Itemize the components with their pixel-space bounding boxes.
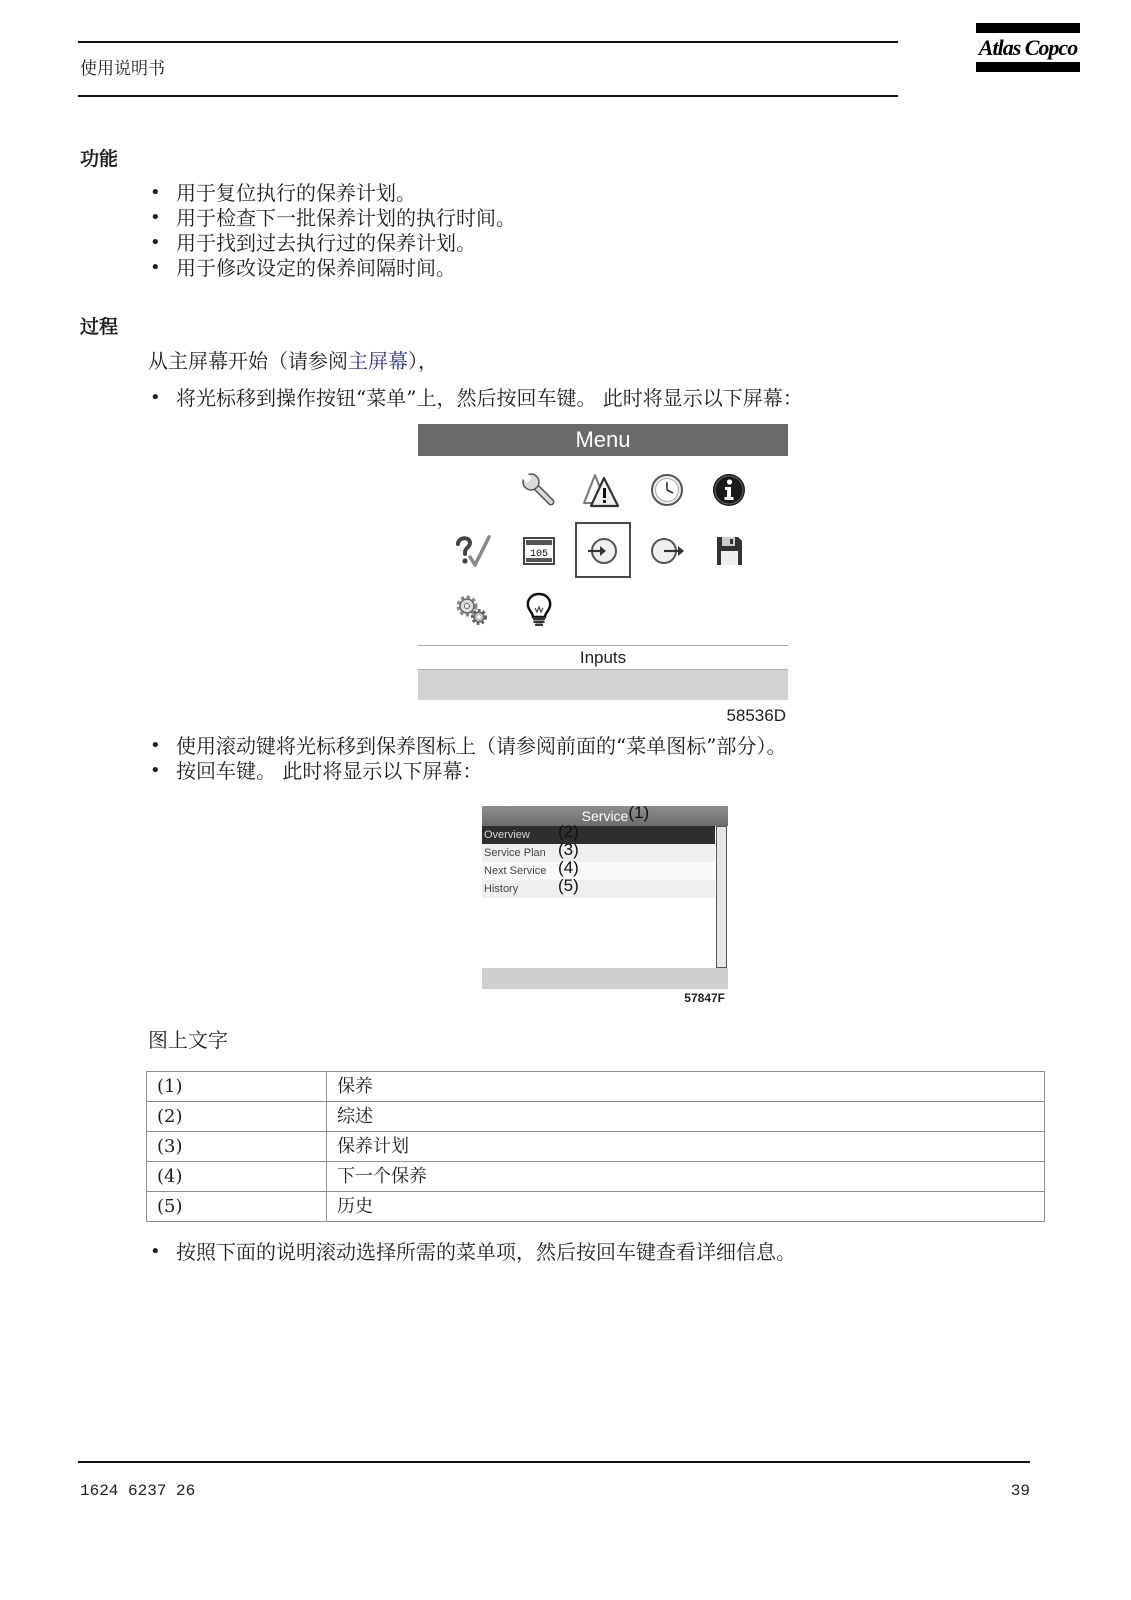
procedure-step-3: • 按回车键。 此时将显示以下屏幕：: [148, 759, 482, 783]
list-item: • 用于修改设定的保养间隔时间。: [148, 256, 456, 280]
menu-selection-box: [575, 522, 631, 578]
header-bottom-rule: [78, 95, 898, 97]
help-check-icon: [452, 531, 492, 571]
logo-top-bar: [976, 23, 1080, 33]
legend-heading: 图上文字: [148, 1028, 228, 1052]
service-item-history: History: [482, 880, 715, 898]
atlas-copco-logo: [976, 23, 1080, 73]
counter-icon: [519, 531, 559, 571]
main-screen-link[interactable]: 主屏幕: [348, 349, 408, 373]
service-title-text: Service: [581, 808, 629, 824]
header-top-rule: [78, 41, 898, 43]
legend-ref: (5): [147, 1192, 327, 1222]
logo-bottom-bar: [976, 62, 1080, 72]
service-title-bar: [482, 803, 728, 826]
list-item: • 用于检查下一批保养计划的执行时间。: [148, 206, 516, 230]
legend-text: 保养: [327, 1072, 1045, 1102]
callout-4: (4): [558, 858, 579, 877]
table-row: [147, 1132, 1045, 1162]
intro-text-after: ），: [408, 349, 438, 373]
legend-table: [146, 1071, 1045, 1222]
legend-ref: (3): [147, 1132, 327, 1162]
procedure-step-2: • 使用滚动键将光标移到保养图标上（请参阅前面的“菜单图标”部分）。: [148, 734, 786, 758]
procedure-step-4: • 按照下面的说明滚动选择所需的菜单项，然后按回车键查看详细信息。: [148, 1240, 796, 1264]
outputs-icon: [647, 531, 687, 571]
service-item-overview: Overview: [482, 826, 715, 844]
legend-text: 下一个保养: [327, 1162, 1045, 1192]
list-item: • 用于复位执行的保养计划。: [148, 181, 416, 205]
service-scrollbar: [716, 826, 727, 968]
service-item-next-service: Next Service: [482, 862, 715, 880]
intro-text-before: 从主屏幕开始（请参阅: [148, 349, 348, 373]
document-number: 1624 6237 26: [80, 1482, 196, 1500]
service-menu-list: [482, 826, 715, 968]
wrench-icon: [519, 470, 559, 510]
callout-1: (1): [628, 803, 650, 822]
callout-2: (2): [558, 822, 579, 841]
table-row: [147, 1162, 1045, 1192]
menu-title: Menu: [575, 427, 631, 452]
section-heading-function: 功能: [80, 148, 119, 170]
logo-wordmark: Atlas Copco: [978, 35, 1078, 60]
footer-rule: [78, 1461, 1030, 1463]
menu-bottom-bar: [418, 669, 788, 700]
table-row: [147, 1102, 1045, 1132]
lightbulb-icon: [519, 590, 559, 630]
service-screen-figure: [482, 803, 728, 1006]
menu-title-bar: [418, 424, 788, 456]
list-item: • 用于找到过去执行过的保养计划。: [148, 231, 476, 255]
procedure-step-1: • 将光标移到操作按钮“菜单”上，然后按回车键。 此时将显示以下屏幕：: [148, 386, 803, 410]
menu-status-label: Inputs: [579, 648, 627, 667]
procedure-intro: [148, 349, 438, 373]
info-icon: [709, 470, 749, 510]
service-title: [581, 803, 650, 826]
legend-text: 历史: [327, 1192, 1045, 1222]
service-bottom-bar: [482, 968, 728, 989]
legend-ref: (4): [147, 1162, 327, 1192]
legend-text: 保养计划: [327, 1132, 1045, 1162]
service-item-service-plan: Service Plan: [482, 844, 715, 862]
clock-icon: [647, 470, 687, 510]
legend-ref: (2): [147, 1102, 327, 1132]
section-heading-procedure: 过程: [80, 316, 119, 338]
callout-5: (5): [558, 876, 579, 895]
table-row: [147, 1192, 1045, 1222]
page-number: 39: [1010, 1482, 1030, 1500]
save-icon: [709, 531, 749, 571]
legend-text: 综述: [327, 1102, 1045, 1132]
service-figure-id: 57847F: [684, 991, 725, 1005]
menu-figure-id: 58536D: [726, 706, 786, 725]
legend-ref: (1): [147, 1072, 327, 1102]
menu-screen-figure: [418, 424, 788, 700]
page-footer: [80, 1480, 1030, 1502]
callout-3: (3): [558, 840, 579, 859]
settings-gears-icon: [452, 590, 492, 630]
table-row: [147, 1072, 1045, 1102]
counter-value: 105: [529, 549, 549, 560]
document-type-title: 使用说明书: [80, 59, 165, 79]
warning-icon: [582, 470, 622, 510]
